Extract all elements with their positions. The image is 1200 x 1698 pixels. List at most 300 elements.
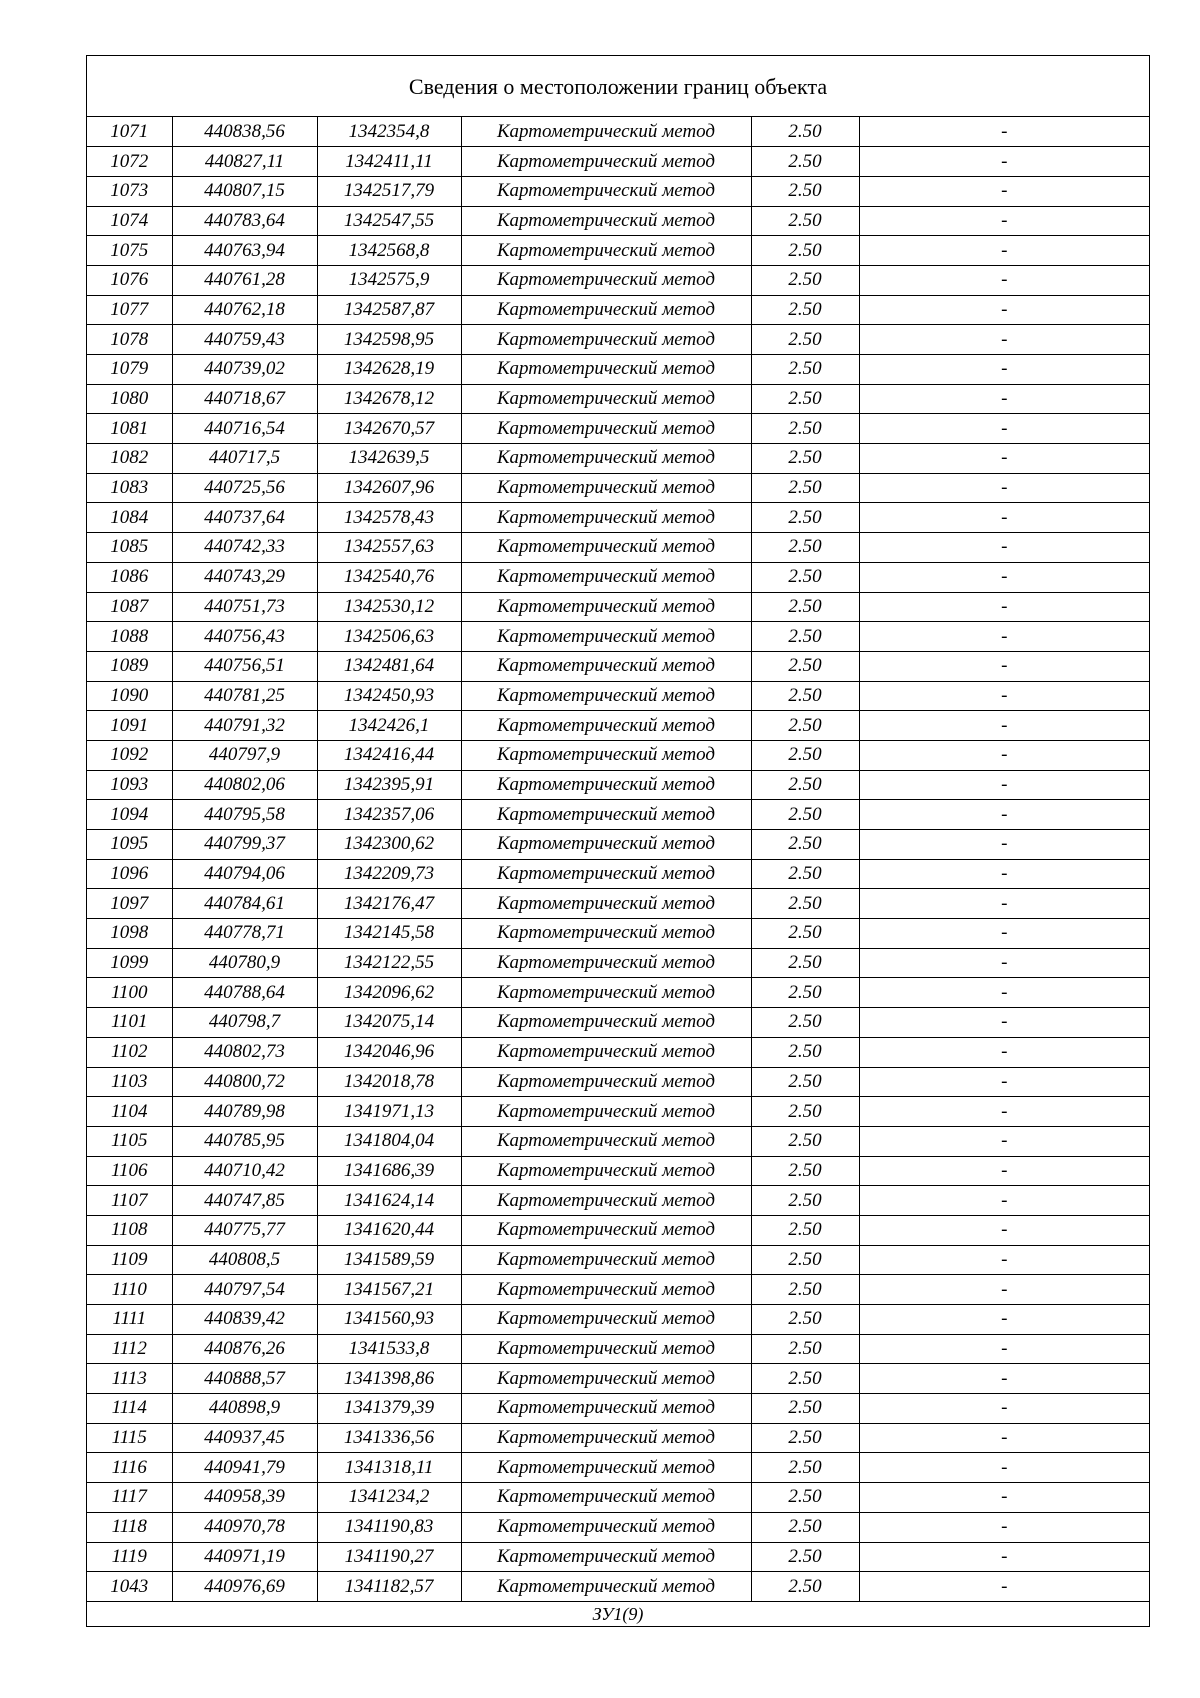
x-coordinate-cell: 440716,54 [172, 414, 317, 444]
point-number-cell: 1080 [87, 384, 172, 414]
point-number-cell: 1101 [87, 1008, 172, 1038]
accuracy-cell: 2.50 [751, 1037, 859, 1067]
x-coordinate-cell: 440788,64 [172, 978, 317, 1008]
accuracy-cell: 2.50 [751, 1008, 859, 1038]
x-coordinate-cell: 440799,37 [172, 830, 317, 860]
point-number-cell: 1074 [87, 206, 172, 236]
description-cell: - [859, 295, 1149, 325]
method-cell: Картометрический метод [461, 265, 751, 295]
x-coordinate-cell: 440756,43 [172, 622, 317, 652]
method-cell: Картометрический метод [461, 681, 751, 711]
description-cell: - [859, 1126, 1149, 1156]
y-coordinate-cell: 1342575,9 [317, 265, 461, 295]
point-number-cell: 1093 [87, 770, 172, 800]
description-cell: - [859, 889, 1149, 919]
y-coordinate-cell: 1341624,14 [317, 1186, 461, 1216]
y-coordinate-cell: 1341182,57 [317, 1572, 461, 1602]
accuracy-cell: 2.50 [751, 117, 859, 147]
accuracy-cell: 2.50 [751, 1512, 859, 1542]
description-cell: - [859, 1215, 1149, 1245]
table-row [87, 206, 1149, 236]
method-cell: Картометрический метод [461, 740, 751, 770]
method-cell: Картометрический метод [461, 1186, 751, 1216]
point-number-cell: 1112 [87, 1334, 172, 1364]
point-number-cell: 1083 [87, 473, 172, 503]
table-row [87, 770, 1149, 800]
table-row [87, 919, 1149, 949]
table-row [87, 265, 1149, 295]
description-cell: - [859, 1305, 1149, 1335]
table-row [87, 533, 1149, 563]
x-coordinate-cell: 440751,73 [172, 592, 317, 622]
table-row [87, 681, 1149, 711]
method-cell: Картометрический метод [461, 1394, 751, 1424]
accuracy-cell: 2.50 [751, 236, 859, 266]
x-coordinate-cell: 440795,58 [172, 800, 317, 830]
description-cell: - [859, 1483, 1149, 1513]
x-coordinate-cell: 440839,42 [172, 1305, 317, 1335]
x-coordinate-cell: 440785,95 [172, 1126, 317, 1156]
table-row [87, 1483, 1149, 1513]
y-coordinate-cell: 1341533,8 [317, 1334, 461, 1364]
accuracy-cell: 2.50 [751, 1186, 859, 1216]
method-cell: Картометрический метод [461, 651, 751, 681]
method-cell: Картометрический метод [461, 1037, 751, 1067]
point-number-cell: 1082 [87, 444, 172, 474]
x-coordinate-cell: 440802,73 [172, 1037, 317, 1067]
accuracy-cell: 2.50 [751, 1305, 859, 1335]
point-number-cell: 1097 [87, 889, 172, 919]
method-cell: Картометрический метод [461, 176, 751, 206]
description-cell: - [859, 948, 1149, 978]
accuracy-cell: 2.50 [751, 1364, 859, 1394]
point-number-cell: 1043 [87, 1572, 172, 1602]
x-coordinate-cell: 440763,94 [172, 236, 317, 266]
table-row [87, 444, 1149, 474]
description-cell: - [859, 1245, 1149, 1275]
method-cell: Картометрический метод [461, 1275, 751, 1305]
method-cell: Картометрический метод [461, 711, 751, 741]
accuracy-cell: 2.50 [751, 1453, 859, 1483]
method-cell: Картометрический метод [461, 1245, 751, 1275]
description-cell: - [859, 1097, 1149, 1127]
coordinates-table [87, 117, 1149, 1601]
accuracy-cell: 2.50 [751, 1067, 859, 1097]
method-cell: Картометрический метод [461, 1156, 751, 1186]
y-coordinate-cell: 1342176,47 [317, 889, 461, 919]
method-cell: Картометрический метод [461, 1453, 751, 1483]
accuracy-cell: 2.50 [751, 592, 859, 622]
accuracy-cell: 2.50 [751, 1126, 859, 1156]
x-coordinate-cell: 440759,43 [172, 325, 317, 355]
accuracy-cell: 2.50 [751, 1542, 859, 1572]
point-number-cell: 1107 [87, 1186, 172, 1216]
method-cell: Картометрический метод [461, 503, 751, 533]
method-cell: Картометрический метод [461, 325, 751, 355]
x-coordinate-cell: 440761,28 [172, 265, 317, 295]
y-coordinate-cell: 1342598,95 [317, 325, 461, 355]
y-coordinate-cell: 1341398,86 [317, 1364, 461, 1394]
y-coordinate-cell: 1342628,19 [317, 355, 461, 385]
x-coordinate-cell: 440718,67 [172, 384, 317, 414]
description-cell: - [859, 592, 1149, 622]
accuracy-cell: 2.50 [751, 800, 859, 830]
description-cell: - [859, 1542, 1149, 1572]
accuracy-cell: 2.50 [751, 325, 859, 355]
x-coordinate-cell: 440725,56 [172, 473, 317, 503]
accuracy-cell: 2.50 [751, 206, 859, 236]
description-cell: - [859, 1572, 1149, 1602]
x-coordinate-cell: 440971,19 [172, 1542, 317, 1572]
table-row [87, 948, 1149, 978]
x-coordinate-cell: 440737,64 [172, 503, 317, 533]
table-row [87, 622, 1149, 652]
x-coordinate-cell: 440778,71 [172, 919, 317, 949]
point-number-cell: 1089 [87, 651, 172, 681]
description-cell: - [859, 978, 1149, 1008]
table-row [87, 830, 1149, 860]
table-row [87, 1156, 1149, 1186]
description-cell: - [859, 562, 1149, 592]
y-coordinate-cell: 1341336,56 [317, 1423, 461, 1453]
method-cell: Картометрический метод [461, 1215, 751, 1245]
y-coordinate-cell: 1342578,43 [317, 503, 461, 533]
accuracy-cell: 2.50 [751, 651, 859, 681]
x-coordinate-cell: 440797,9 [172, 740, 317, 770]
description-cell: - [859, 1512, 1149, 1542]
y-coordinate-cell: 1342670,57 [317, 414, 461, 444]
x-coordinate-cell: 440794,06 [172, 859, 317, 889]
y-coordinate-cell: 1341686,39 [317, 1156, 461, 1186]
accuracy-cell: 2.50 [751, 889, 859, 919]
point-number-cell: 1075 [87, 236, 172, 266]
x-coordinate-cell: 440808,5 [172, 1245, 317, 1275]
y-coordinate-cell: 1342678,12 [317, 384, 461, 414]
method-cell: Картометрический метод [461, 1364, 751, 1394]
y-coordinate-cell: 1342426,1 [317, 711, 461, 741]
point-number-cell: 1109 [87, 1245, 172, 1275]
description-cell: - [859, 1037, 1149, 1067]
point-number-cell: 1113 [87, 1364, 172, 1394]
description-cell: - [859, 1067, 1149, 1097]
x-coordinate-cell: 440710,42 [172, 1156, 317, 1186]
table-row [87, 473, 1149, 503]
y-coordinate-cell: 1342209,73 [317, 859, 461, 889]
table-row [87, 740, 1149, 770]
table-row [87, 236, 1149, 266]
y-coordinate-cell: 1342046,96 [317, 1037, 461, 1067]
accuracy-cell: 2.50 [751, 919, 859, 949]
description-cell: - [859, 384, 1149, 414]
table-row [87, 1126, 1149, 1156]
point-number-cell: 1086 [87, 562, 172, 592]
method-cell: Картометрический метод [461, 1542, 751, 1572]
point-number-cell: 1117 [87, 1483, 172, 1513]
method-cell: Картометрический метод [461, 1126, 751, 1156]
y-coordinate-cell: 1342530,12 [317, 592, 461, 622]
point-number-cell: 1088 [87, 622, 172, 652]
y-coordinate-cell: 1342506,63 [317, 622, 461, 652]
method-cell: Картометрический метод [461, 295, 751, 325]
table-row [87, 1097, 1149, 1127]
x-coordinate-cell: 440838,56 [172, 117, 317, 147]
method-cell: Картометрический метод [461, 355, 751, 385]
y-coordinate-cell: 1342547,55 [317, 206, 461, 236]
accuracy-cell: 2.50 [751, 1156, 859, 1186]
method-cell: Картометрический метод [461, 889, 751, 919]
method-cell: Картометрический метод [461, 117, 751, 147]
table-row [87, 147, 1149, 177]
method-cell: Картометрический метод [461, 1483, 751, 1513]
x-coordinate-cell: 440797,54 [172, 1275, 317, 1305]
point-number-cell: 1103 [87, 1067, 172, 1097]
point-number-cell: 1108 [87, 1215, 172, 1245]
accuracy-cell: 2.50 [751, 1334, 859, 1364]
description-cell: - [859, 355, 1149, 385]
accuracy-cell: 2.50 [751, 1097, 859, 1127]
point-number-cell: 1114 [87, 1394, 172, 1424]
y-coordinate-cell: 1341234,2 [317, 1483, 461, 1513]
table-row [87, 325, 1149, 355]
accuracy-cell: 2.50 [751, 503, 859, 533]
y-coordinate-cell: 1342517,79 [317, 176, 461, 206]
accuracy-cell: 2.50 [751, 1483, 859, 1513]
accuracy-cell: 2.50 [751, 740, 859, 770]
x-coordinate-cell: 440775,77 [172, 1215, 317, 1245]
point-number-cell: 1096 [87, 859, 172, 889]
x-coordinate-cell: 440717,5 [172, 444, 317, 474]
x-coordinate-cell: 440756,51 [172, 651, 317, 681]
table-row [87, 859, 1149, 889]
x-coordinate-cell: 440937,45 [172, 1423, 317, 1453]
y-coordinate-cell: 1342568,8 [317, 236, 461, 266]
y-coordinate-cell: 1342639,5 [317, 444, 461, 474]
table-row [87, 1215, 1149, 1245]
table-row [87, 1334, 1149, 1364]
table-row [87, 592, 1149, 622]
accuracy-cell: 2.50 [751, 1275, 859, 1305]
method-cell: Картометрический метод [461, 473, 751, 503]
point-number-cell: 1084 [87, 503, 172, 533]
description-cell: - [859, 1334, 1149, 1364]
description-cell: - [859, 1275, 1149, 1305]
description-cell: - [859, 206, 1149, 236]
table-row [87, 889, 1149, 919]
accuracy-cell: 2.50 [751, 622, 859, 652]
description-cell: - [859, 681, 1149, 711]
y-coordinate-cell: 1342354,8 [317, 117, 461, 147]
point-number-cell: 1099 [87, 948, 172, 978]
description-cell: - [859, 830, 1149, 860]
description-cell: - [859, 800, 1149, 830]
x-coordinate-cell: 440784,61 [172, 889, 317, 919]
description-cell: - [859, 1186, 1149, 1216]
accuracy-cell: 2.50 [751, 948, 859, 978]
y-coordinate-cell: 1342607,96 [317, 473, 461, 503]
table-row [87, 176, 1149, 206]
y-coordinate-cell: 1342145,58 [317, 919, 461, 949]
point-number-cell: 1106 [87, 1156, 172, 1186]
method-cell: Картометрический метод [461, 444, 751, 474]
description-cell: - [859, 770, 1149, 800]
description-cell: - [859, 533, 1149, 563]
point-number-cell: 1092 [87, 740, 172, 770]
y-coordinate-cell: 1342357,06 [317, 800, 461, 830]
description-cell: - [859, 1394, 1149, 1424]
description-cell: - [859, 1364, 1149, 1394]
accuracy-cell: 2.50 [751, 859, 859, 889]
point-number-cell: 1087 [87, 592, 172, 622]
table-row [87, 1067, 1149, 1097]
table-row [87, 1453, 1149, 1483]
x-coordinate-cell: 440762,18 [172, 295, 317, 325]
table-row [87, 651, 1149, 681]
parcel-footer: ЗУ1(9) [87, 1601, 1149, 1626]
y-coordinate-cell: 1341190,83 [317, 1512, 461, 1542]
description-cell: - [859, 473, 1149, 503]
y-coordinate-cell: 1342557,63 [317, 533, 461, 563]
y-coordinate-cell: 1342075,14 [317, 1008, 461, 1038]
point-number-cell: 1090 [87, 681, 172, 711]
description-cell: - [859, 236, 1149, 266]
x-coordinate-cell: 440798,7 [172, 1008, 317, 1038]
x-coordinate-cell: 440970,78 [172, 1512, 317, 1542]
y-coordinate-cell: 1342540,76 [317, 562, 461, 592]
table-row [87, 1037, 1149, 1067]
accuracy-cell: 2.50 [751, 384, 859, 414]
description-cell: - [859, 503, 1149, 533]
description-cell: - [859, 1008, 1149, 1038]
method-cell: Картометрический метод [461, 1572, 751, 1602]
table-row [87, 1394, 1149, 1424]
table-row [87, 355, 1149, 385]
description-cell: - [859, 1423, 1149, 1453]
accuracy-cell: 2.50 [751, 414, 859, 444]
method-cell: Картометрический метод [461, 830, 751, 860]
page-title: Сведения о местоположении границ объекта [87, 56, 1149, 117]
accuracy-cell: 2.50 [751, 1394, 859, 1424]
table-row [87, 1305, 1149, 1335]
point-number-cell: 1118 [87, 1512, 172, 1542]
table-row [87, 978, 1149, 1008]
x-coordinate-cell: 440783,64 [172, 206, 317, 236]
description-cell: - [859, 414, 1149, 444]
point-number-cell: 1081 [87, 414, 172, 444]
y-coordinate-cell: 1341620,44 [317, 1215, 461, 1245]
point-number-cell: 1095 [87, 830, 172, 860]
boundary-table-sheet [86, 55, 1150, 1627]
method-cell: Картометрический метод [461, 562, 751, 592]
method-cell: Картометрический метод [461, 147, 751, 177]
method-cell: Картометрический метод [461, 206, 751, 236]
y-coordinate-cell: 1342300,62 [317, 830, 461, 860]
method-cell: Картометрический метод [461, 622, 751, 652]
accuracy-cell: 2.50 [751, 562, 859, 592]
y-coordinate-cell: 1341560,93 [317, 1305, 461, 1335]
y-coordinate-cell: 1342450,93 [317, 681, 461, 711]
point-number-cell: 1098 [87, 919, 172, 949]
y-coordinate-cell: 1342416,44 [317, 740, 461, 770]
method-cell: Картометрический метод [461, 384, 751, 414]
point-number-cell: 1076 [87, 265, 172, 295]
point-number-cell: 1073 [87, 176, 172, 206]
y-coordinate-cell: 1342587,87 [317, 295, 461, 325]
description-cell: - [859, 711, 1149, 741]
point-number-cell: 1072 [87, 147, 172, 177]
point-number-cell: 1104 [87, 1097, 172, 1127]
table-row [87, 711, 1149, 741]
table-row [87, 1512, 1149, 1542]
table-row [87, 562, 1149, 592]
y-coordinate-cell: 1341589,59 [317, 1245, 461, 1275]
x-coordinate-cell: 440742,33 [172, 533, 317, 563]
method-cell: Картометрический метод [461, 533, 751, 563]
accuracy-cell: 2.50 [751, 770, 859, 800]
accuracy-cell: 2.50 [751, 1245, 859, 1275]
y-coordinate-cell: 1341567,21 [317, 1275, 461, 1305]
method-cell: Картометрический метод [461, 1097, 751, 1127]
method-cell: Картометрический метод [461, 1008, 751, 1038]
x-coordinate-cell: 440781,25 [172, 681, 317, 711]
table-row [87, 1275, 1149, 1305]
x-coordinate-cell: 440802,06 [172, 770, 317, 800]
method-cell: Картометрический метод [461, 859, 751, 889]
y-coordinate-cell: 1342018,78 [317, 1067, 461, 1097]
method-cell: Картометрический метод [461, 1334, 751, 1364]
y-coordinate-cell: 1341318,11 [317, 1453, 461, 1483]
description-cell: - [859, 859, 1149, 889]
point-number-cell: 1078 [87, 325, 172, 355]
accuracy-cell: 2.50 [751, 444, 859, 474]
table-body [87, 117, 1149, 1601]
accuracy-cell: 2.50 [751, 147, 859, 177]
x-coordinate-cell: 440791,32 [172, 711, 317, 741]
point-number-cell: 1079 [87, 355, 172, 385]
x-coordinate-cell: 440739,02 [172, 355, 317, 385]
description-cell: - [859, 740, 1149, 770]
table-row [87, 1364, 1149, 1394]
description-cell: - [859, 1156, 1149, 1186]
method-cell: Картометрический метод [461, 919, 751, 949]
method-cell: Картометрический метод [461, 1512, 751, 1542]
table-row [87, 1542, 1149, 1572]
y-coordinate-cell: 1341804,04 [317, 1126, 461, 1156]
point-number-cell: 1077 [87, 295, 172, 325]
x-coordinate-cell: 440780,9 [172, 948, 317, 978]
method-cell: Картометрический метод [461, 978, 751, 1008]
table-row [87, 1245, 1149, 1275]
point-number-cell: 1116 [87, 1453, 172, 1483]
table-row [87, 1186, 1149, 1216]
y-coordinate-cell: 1342395,91 [317, 770, 461, 800]
x-coordinate-cell: 440743,29 [172, 562, 317, 592]
table-row [87, 1008, 1149, 1038]
x-coordinate-cell: 440888,57 [172, 1364, 317, 1394]
x-coordinate-cell: 440807,15 [172, 176, 317, 206]
method-cell: Картометрический метод [461, 770, 751, 800]
table-row [87, 117, 1149, 147]
method-cell: Картометрический метод [461, 236, 751, 266]
point-number-cell: 1111 [87, 1305, 172, 1335]
point-number-cell: 1071 [87, 117, 172, 147]
accuracy-cell: 2.50 [751, 533, 859, 563]
method-cell: Картометрический метод [461, 948, 751, 978]
point-number-cell: 1102 [87, 1037, 172, 1067]
x-coordinate-cell: 440747,85 [172, 1186, 317, 1216]
point-number-cell: 1100 [87, 978, 172, 1008]
x-coordinate-cell: 440898,9 [172, 1394, 317, 1424]
method-cell: Картометрический метод [461, 414, 751, 444]
